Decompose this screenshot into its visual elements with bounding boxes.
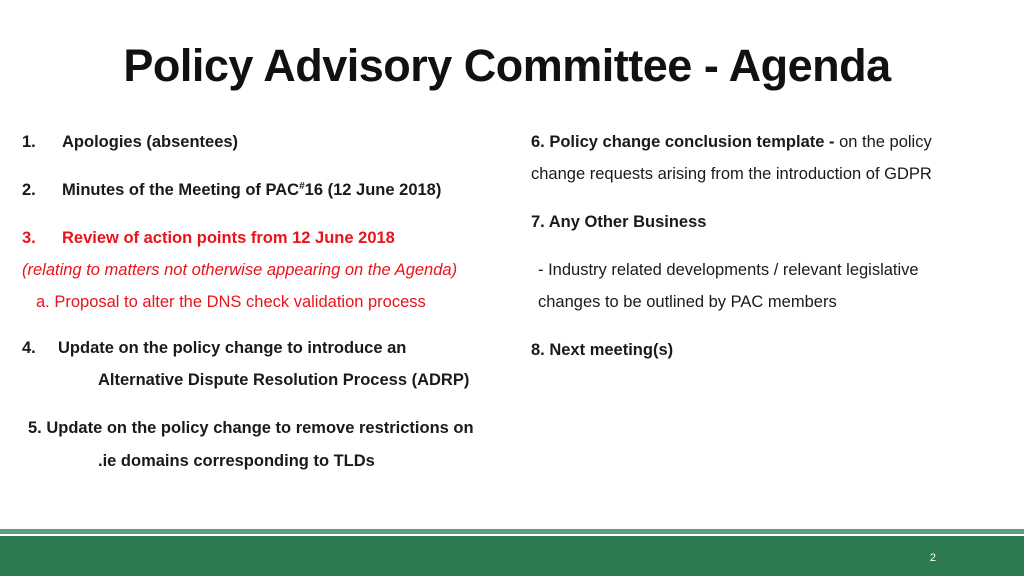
agenda-item-1 bbox=[22, 132, 238, 152]
item-number: 2. bbox=[22, 181, 36, 199]
agenda-item-5-line2: .ie domains corresponding to TLDs bbox=[98, 452, 375, 470]
item-text-cont: 16 (12 June 2018) bbox=[304, 181, 442, 199]
item-text-cont: on the policy bbox=[834, 133, 932, 151]
page-number: 2 bbox=[929, 552, 936, 564]
item-number: 1. bbox=[22, 133, 36, 151]
agenda-item-7: 7. Any Other Business bbox=[531, 213, 707, 231]
item-text: Update on the policy change to introduce an bbox=[58, 339, 407, 357]
agenda-item-8: 8. Next meeting(s) bbox=[531, 341, 674, 359]
agenda-item-6 bbox=[531, 132, 932, 152]
item-text: 6. Policy change conclusion template - bbox=[531, 133, 835, 151]
item-text: Review of action points from 12 June 2018 bbox=[62, 229, 395, 247]
item-number: 3. bbox=[22, 229, 36, 247]
agenda-item-4-line2: Alternative Dispute Resolution Process (ADRP) bbox=[98, 371, 470, 389]
slide-title: Policy Advisory Committee - Agenda bbox=[123, 40, 891, 91]
agenda-item-3-note: (relating to matters not otherwise appearing on the Agenda) bbox=[22, 261, 458, 279]
item-superscript: # bbox=[299, 181, 305, 192]
agenda-item-5: 5. Update on the policy change to remove restrictions on bbox=[28, 419, 474, 437]
agenda-item-2 bbox=[22, 180, 441, 200]
item-text: Apologies (absentees) bbox=[62, 133, 239, 151]
agenda-item-4 bbox=[22, 338, 406, 358]
footer-bar bbox=[0, 536, 1024, 576]
item-number: 4. bbox=[22, 339, 36, 357]
item-text: Minutes of the Meeting of PAC bbox=[62, 181, 300, 199]
agenda-item-7-line2: changes to be outlined by PAC members bbox=[538, 293, 837, 311]
footer-stripe bbox=[0, 529, 1024, 534]
agenda-item-6-line2: change requests arising from the introduction of GDPR bbox=[531, 165, 932, 183]
agenda-item-3 bbox=[22, 228, 395, 248]
agenda-item-7-line1: - Industry related developments / relevant legislative bbox=[538, 261, 919, 279]
agenda-item-3a: a. Proposal to alter the DNS check validation process bbox=[36, 293, 426, 311]
